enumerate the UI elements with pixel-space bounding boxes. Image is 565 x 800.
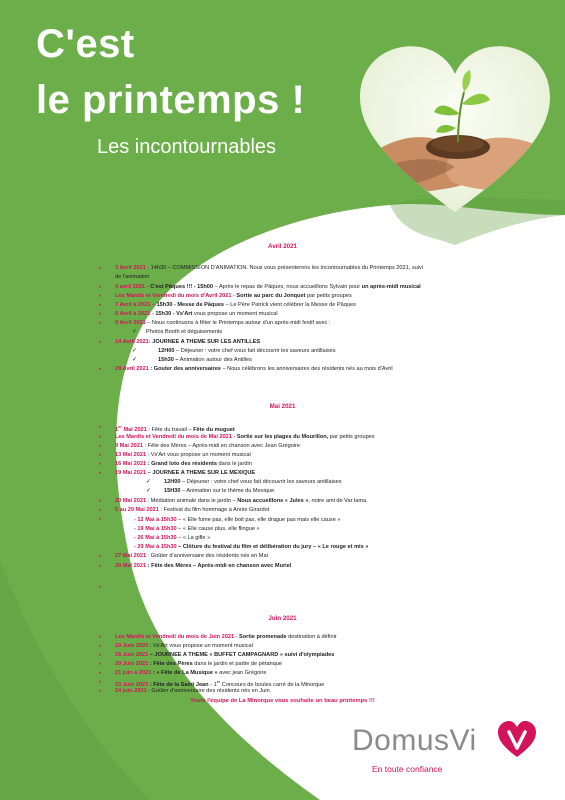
bullet: •	[99, 266, 102, 272]
bullet: •	[99, 635, 102, 641]
list-item: 9 Mai 2021 : Fête des Mères – Après-midi en chanson avec Jean Grégoire	[115, 443, 301, 449]
page-title-line1: C'est	[36, 22, 135, 66]
footer-message: Toute l'équipe de La Minorque vous souhaite un beau printemps !!!	[190, 698, 375, 704]
list-item: 29 Avril 2021 : Gouter des anniversaires – Nous célébrons les anniversaires des résidents nés au mois d'Avril	[115, 366, 393, 372]
list-item: 7 Avril à 2021 – 15h30 - Messe de Pâques – Le Père Patrick vient célébrer la Messe de Pâques	[115, 302, 356, 308]
bullet: •	[99, 367, 102, 373]
list-item: 20 Mai 2021 : Médiation animale dans le jardin – Nous accueillons « Jules », notre ami de Var lama.	[115, 498, 368, 504]
month-heading-april: Avril 2021	[267, 243, 297, 250]
bullet: •	[99, 453, 102, 459]
list-item: 16 Juin 2021 – JOURNEE A THEME « BUFFET CAMPAGNARD » suivi d'olympiades	[115, 652, 335, 658]
sub-item: 12H00 – Déjeuner : votre chef vous fait découvrir les saveurs antillaises	[164, 479, 342, 485]
bullet: •	[99, 585, 102, 591]
bullet: •	[99, 644, 102, 650]
list-item: 9 Avril 2021 – Nous continuons à fêter le Printemps autour d'un après-midi festif avec :	[115, 320, 331, 326]
list-item: 4 avril 2021 - C'est Pâques !!! - 15h00 – Après le repas de Pâques, nous accueillons Sylvain pour un après-midi musical	[115, 284, 421, 290]
list-item: 23 Juin 2021 : Fête de la Saint Jean - 1er Concours de boules carré de la Minorque	[115, 679, 325, 688]
bullet: •	[99, 462, 102, 468]
list-item: 21 juin à 2021 : « Fête de La Musique » avec jean Grégoire	[115, 670, 267, 676]
bullet: •	[99, 340, 102, 346]
bullet: •	[99, 680, 102, 686]
festival-item: - 26 Mai à 15h30 – « La gifle »	[134, 535, 211, 541]
festival-item: - 19 Mai à 15h30 – « Elle cause plus, elle flingue »	[134, 526, 260, 532]
sub-item: Photos Booth et déguisements	[146, 329, 223, 335]
bullet: •	[99, 517, 102, 523]
month-heading-may: Mai 2021	[269, 403, 296, 410]
logo-text: DomusVi	[352, 724, 477, 757]
page-subtitle: Les incontournables	[97, 136, 277, 158]
festival-item: - 12 Mai à 15h30 – « Elle fume pas, elle boit pas, elle drague pas mais elle cause »	[134, 517, 341, 523]
bullet: •	[99, 499, 102, 505]
check-icon: ✓	[146, 488, 152, 494]
list-item: 14 Avril 2021: JOURNEE A THEME SUR LES ANTILLES	[115, 339, 261, 345]
logo-tagline: En toute confiance	[372, 764, 443, 774]
bullet: •	[99, 425, 102, 431]
bullet: •	[99, 303, 102, 309]
bullet: •	[99, 689, 102, 695]
check-icon: ✓	[132, 357, 138, 363]
list-item: 27 Mai 2021 : Goûter d'anniversaire des résidents nés en Mai	[115, 553, 268, 559]
list-item: 10 Juin 2020 : Vs'Art vous propose un moment musical	[115, 643, 253, 649]
sub-item: 12H00 – Déjeuner : votre chef vous fait découvrir les saveurs antillaises	[158, 348, 336, 354]
bullet: •	[99, 312, 102, 318]
heart-logo-icon	[497, 720, 537, 760]
bullet: •	[99, 294, 102, 300]
list-item: 3 Avril 2021 - 14h30 – COMMISSION D'ANIMATION. Nous vous présenterons les Incontournables du Printemps 2021, suivi	[115, 265, 424, 271]
list-item: 8 Avril à 2021 - 15h30 - Vs'Art vous propose un moment musical	[115, 311, 278, 317]
bullet: •	[99, 662, 102, 668]
list-item: 1er Mai 2021 : Fête du travail – Fête du muguet	[115, 424, 235, 433]
bullet: •	[99, 554, 102, 560]
list-item: Les Mardis et Vendredi du mois de Juin 2021 - Sortie promenade destination à définir	[115, 634, 337, 640]
list-item: 30 Mai 2021 : Fête des Mères – Après-midi en chanson avec Muriel	[115, 563, 292, 569]
sub-item: 15H30 – Animation sur le thème du Mexique	[164, 488, 275, 494]
bullet: •	[99, 321, 102, 327]
check-icon: ✓	[132, 348, 138, 354]
list-item: 19 Mai 2021 – JOURNEE A THEME SUR LE MEXIQUE	[115, 470, 256, 476]
list-item-continuation: de l'animation	[115, 274, 150, 280]
month-heading-june: Juin 2021	[268, 615, 297, 622]
list-item: 20 Juin 2021 : Fête des Pères dans le jardin et partie de pétanque	[115, 661, 283, 667]
bullet: •	[99, 564, 102, 570]
sub-item: 15h30 – Animation autour des Antilles	[158, 357, 252, 363]
page-title-line2: le printemps !	[36, 78, 306, 122]
list-item: 13 Mai 2021 : Vs'Art vous propose un moment musical	[115, 452, 251, 458]
list-item: Les Mardis et Vendredi du mois d'Avril 2021 - Sortie au parc du Jonquet par petits groupes	[115, 293, 352, 299]
list-item: 24 juin 2021 : Goûter d'anniversaire des résidents nés en Juin	[115, 688, 270, 694]
bullet: •	[99, 471, 102, 477]
festival-item: - 29 Mai à 15h30 – Clôture du festival du film et délibération du jury – « Le rouge et mis »	[134, 544, 369, 550]
bullet: •	[99, 671, 102, 677]
check-icon: ✓	[146, 479, 152, 485]
domusvi-logo	[352, 724, 477, 758]
bullet: •	[99, 653, 102, 659]
list-item: Les Mardis et Vendredi du mois de Mai 2021 - Sortie sur les plages du Mourillon, par petits groupes	[115, 434, 375, 440]
check-icon: ✓	[132, 329, 138, 335]
bullet: •	[99, 508, 102, 514]
list-item: 16 Mai 2021 : Grand loto des résidents dans le jardin	[115, 461, 252, 467]
bullet: •	[99, 285, 102, 291]
bullet: •	[99, 435, 102, 441]
bullet: •	[99, 444, 102, 450]
list-item: 5 au 29 Mai 2021 : Festival du film hommage à Annie Girardot	[115, 507, 270, 513]
